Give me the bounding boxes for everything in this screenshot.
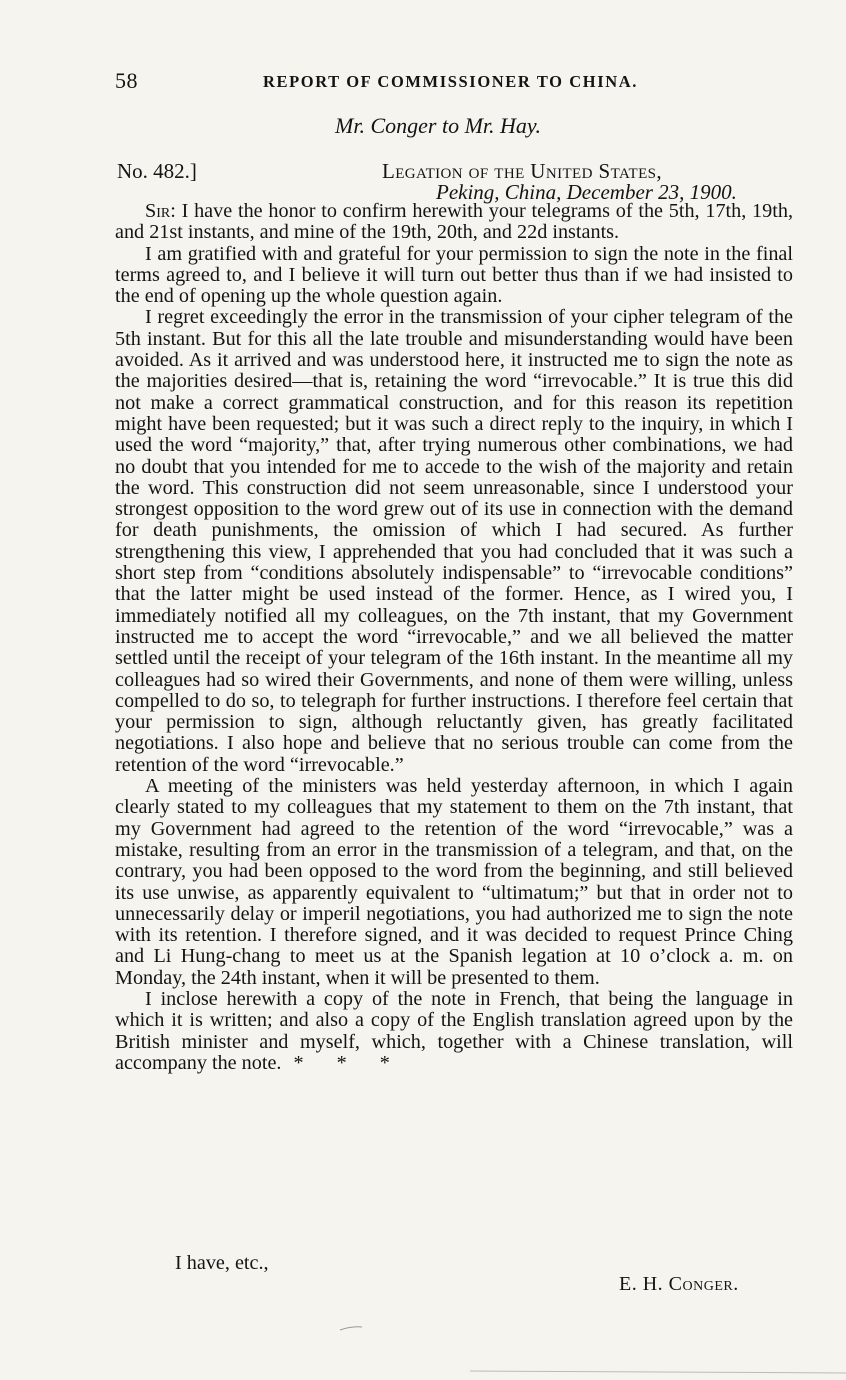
page-bottom-edge-line bbox=[470, 1371, 846, 1373]
document-number: No. 482.] bbox=[117, 159, 197, 183]
ellipsis-asterisks: * * * bbox=[293, 1051, 404, 1074]
paragraph-2: I am gratified with and grateful for your permission to sign the note in the final terms agreed to, and I believe it will turn out better thus than if we had insisted to the end of opening up the whole question again. bbox=[115, 242, 793, 308]
signature: E. H. Conger. bbox=[619, 1273, 739, 1295]
salutation: Sir: bbox=[145, 200, 176, 222]
closing-line: I have, etc., bbox=[175, 1252, 269, 1274]
page-number: 58 bbox=[115, 68, 138, 93]
paragraph-5-text: I inclose herewith a copy of the note in French, that being the language in which it is written; and also a copy of the English translation agreed upon by the British minister and myself, which, together with a Chinese translation, will accompany the note. bbox=[115, 987, 793, 1074]
place-date-line: Peking, China, December 23, 1900. bbox=[436, 180, 737, 204]
letter-heading: Mr. Conger to Mr. Hay. bbox=[335, 113, 541, 138]
legation-line: Legation of the United States, bbox=[382, 159, 663, 183]
running-title: REPORT OF COMMISSIONER TO CHINA. bbox=[263, 72, 639, 91]
paragraph-3: I regret exceedingly the error in the transmission of your cipher telegram of the 5th instant. But for this all the late trouble and misunderstanding would have been avoided. As it arrived and was understood here, it instructed me to sign the note as the majorities desired—that is, retaining the word “irrevocable.” It is true this did not make a correct grammatical construction, and for this reason its repetition might have been requested; but it was such a direct reply to the inquiry, in which I used the word “majority,” that, after trying numerous other combinations, we had no doubt that you intended for me to accede to the wish of the majority and retain the word. This construction did not seem unreasonable, since I understood your strongest opposition to the word grew out of its use in connection with the demand for death punishments, the omission of which I had secured. As further strengthening this view, I apprehended that you had concluded that it was such a short step from “conditions absolutely indispensable” to “irrevocable conditions” that the latter might be used instead of the former. Hence, as I wired you, I immediately notified all my colleagues, on the 7th instant, that my Government instructed me to accept the word “irrevocable,” and we all believed the matter settled until the receipt of your telegram of the 16th instant. In the meantime all my colleagues had so wired their Governments, and none of them were willing, unless compelled to do so, to telegraph for further instructions. I therefore feel certain that your permission to sign, although reluctantly given, has greatly facilitated negotiations. I also hope and believe that no serious trouble can come from the retention of the word “irrevocable.” bbox=[115, 306, 793, 776]
paragraph-1-text: I have the honor to confirm herewith your telegrams of the 5th, 17th, 19th, and 21st instants, and mine of the 19th, 20th, and 22d instants. bbox=[115, 200, 793, 244]
paragraph-4: A meeting of the ministers was held yesterday afternoon, in which I again clearly stated to my colleagues that my statement to them on the 7th instant, that my Government had agreed to the retention of the word “irrevocable,” was a mistake, resulting from an error in the transmission of a telegram, and that, on the contrary, you had been opposed to the word from the beginning, and still believed its use unwise, as apparently equivalent to “ultimatum;” but that in order not to unnecessarily delay or imperil negotiations, you had authorized me to sign the note with its retention. I therefore signed, and it was decided to request Prince Ching and Li Hung-chang to meet us at the Spanish legation at 10 o’clock a. m. on Monday, the 24th instant, when it will be presented to them. bbox=[115, 775, 793, 989]
stray-ink-mark bbox=[340, 1327, 362, 1330]
